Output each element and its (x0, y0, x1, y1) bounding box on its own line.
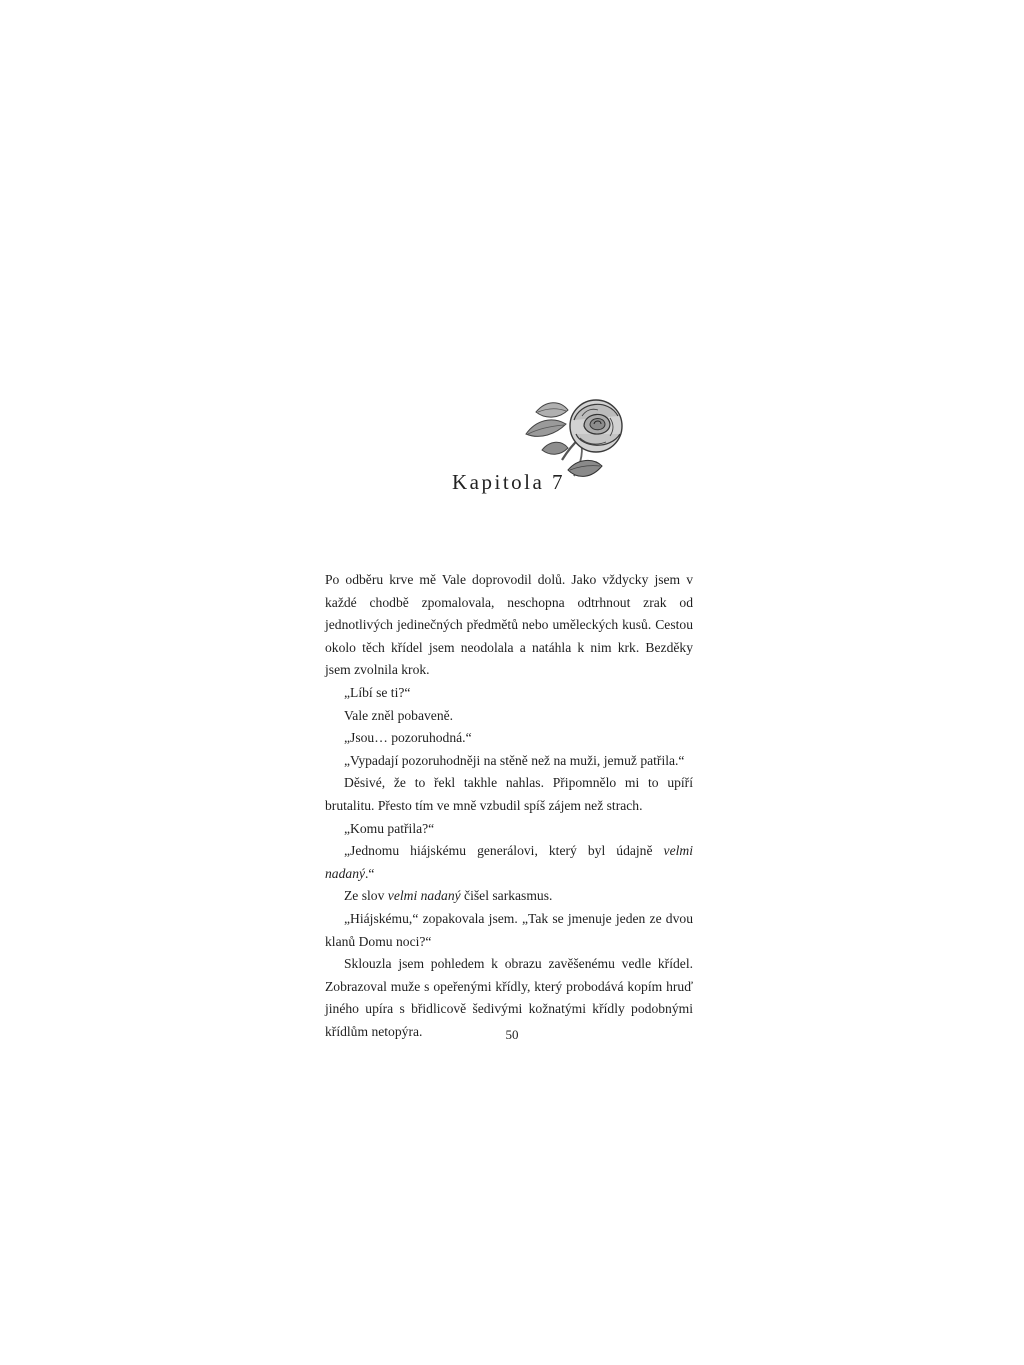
paragraph (325, 569, 693, 682)
chapter-title: Kapitola 7 (452, 470, 566, 494)
paragraph-text: Děsivé, že to řekl takhle nahlas. Připomnělo mi to upíří brutalitu. Přesto tím ve mně vzbudil spíš zájem než strach. (325, 775, 693, 813)
paragraph-text: Ze slov (344, 888, 388, 904)
paragraph (325, 818, 693, 841)
paragraph (325, 772, 693, 817)
paragraph-text: Vale zněl pobaveně. (344, 707, 454, 723)
paragraph (325, 908, 693, 953)
paragraph (325, 750, 693, 773)
chapter-body (325, 569, 693, 1043)
paragraph-text: „Jsou… pozoruhodná.“ (344, 730, 472, 746)
paragraph-text: „Hiájskému,“ zopakovala jsem. „Tak se jmenuje jeden ze dvou klanů Domu noci?“ (325, 910, 693, 949)
paragraph-text: „Líbí se ti?“ (344, 684, 411, 700)
page-number: 50 (505, 1027, 519, 1042)
paragraph-text: „Jednomu hiájskému generálovi, který byl údajně (344, 843, 664, 859)
paragraph-text: „Komu patřila?“ (344, 820, 435, 836)
paragraph-text: Sklouzla jsem pohledem k obrazu zavěšenému vedle křídel. Zobrazoval muže s opeřenými křídly, který probodává kopím hruď jiného upíra s břidlicově šedivými kožnatými křídly podobnými křídlům netopýra. (325, 956, 693, 1039)
italic-text: velmi nadaný (387, 888, 461, 904)
paragraph (325, 840, 693, 885)
paragraph-text: Po odběru krve mě Vale doprovodil dolů. Jako vždycky jsem v každé chodbě zpomalovala, neschopna odtrhnout zrak od jednotlivých jedinečných předmětů nebo uměleckých kusů. Cestou okolo těch křídel jsem neodolala a natáhla k nim krk. Bezděky jsem zvolnila krok. (325, 572, 693, 678)
paragraph-text: „Vypadají pozoruhodněji na stěně než na muži, jemuž patřila.“ (344, 752, 685, 768)
paragraph (325, 705, 693, 728)
paragraph (325, 682, 693, 705)
paragraph (325, 885, 693, 908)
italic-text: velmi nadaný (325, 843, 693, 881)
paragraph-text: .“ (365, 865, 375, 881)
paragraph-text: čišel sarkasmus. (460, 888, 553, 904)
paragraph (325, 727, 693, 750)
rose-icon (522, 390, 634, 482)
